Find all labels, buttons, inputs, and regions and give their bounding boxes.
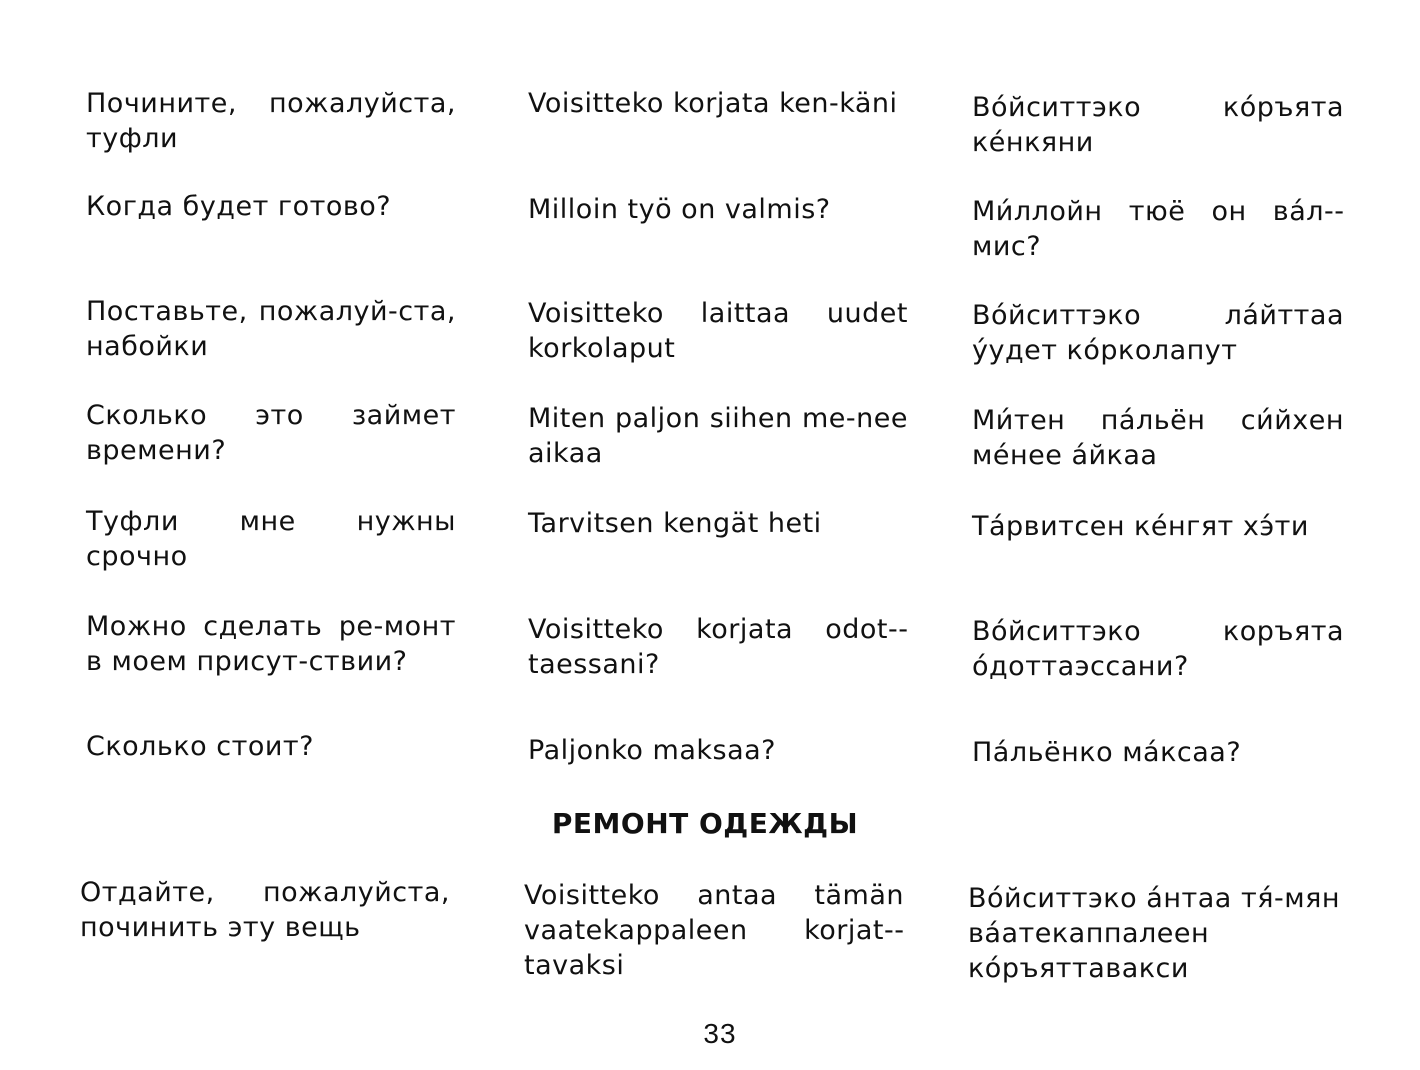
section-heading: РЕМОНТ ОДЕЖДЫ — [551, 807, 859, 840]
phrase-finnish: Paljonko maksaa? — [528, 735, 776, 766]
phrase-transcription: Па́льёнко ма́ксаа? — [972, 737, 1242, 768]
phrase-russian: Сколько это займет времени? — [86, 400, 456, 466]
phrase-russian: Туфли мне нужны срочно — [86, 506, 456, 572]
phrase-transcription: Ми́тен па́льён си́йхен ме́нее а́йкаа — [972, 405, 1344, 471]
phrase-transcription: Во́йситтэко ла́йттаа у́удет ко́рколапут — [972, 300, 1344, 366]
phrase-transcription: Во́йситтэко а́нтаа тя́-мян ва́атекаппалеен ко́ръяттавакси — [968, 883, 1340, 984]
page-number: 33 — [703, 1018, 737, 1049]
phrase-russian: Сколько стоит? — [86, 731, 314, 762]
phrase-transcription: Во́йситтэко коръята о́доттаэссани? — [972, 616, 1344, 682]
phrase-russian: Можно сделать ре-монт в моем присут-ствии? — [86, 611, 456, 677]
phrase-russian: Почините, пожалуйста, туфли — [86, 88, 456, 154]
phrase-finnish: Tarvitsen kengät heti — [528, 508, 822, 539]
phrase-transcription: Ми́ллойн тюё он ва́л-мис? — [972, 196, 1344, 262]
phrase-finnish: Voisitteko antaa tämän vaatekappaleen korjat-tavaksi — [524, 880, 904, 981]
phrase-transcription: Во́йситтэко ко́ръята ке́нкяни — [972, 92, 1344, 158]
phrase-transcription: Та́рвитсен ке́нгят хэ́ти — [972, 511, 1309, 542]
phrase-russian: Отдайте, пожалуйста, починить эту вещь — [80, 877, 450, 943]
phrase-russian: Поставьте, пожалуй-ста, набойки — [86, 296, 456, 362]
phrase-russian: Когда будет готово? — [86, 191, 392, 222]
phrase-finnish: Voisitteko korjata ken-käni — [528, 88, 898, 119]
phrase-finnish: Milloin työ on valmis? — [528, 194, 831, 225]
phrase-finnish: Voisitteko laittaa uudet korkolaput — [528, 298, 908, 364]
phrase-finnish: Voisitteko korjata odot-taessani? — [528, 614, 908, 680]
phrase-finnish: Miten paljon siihen me-nee aikaa — [528, 403, 908, 469]
